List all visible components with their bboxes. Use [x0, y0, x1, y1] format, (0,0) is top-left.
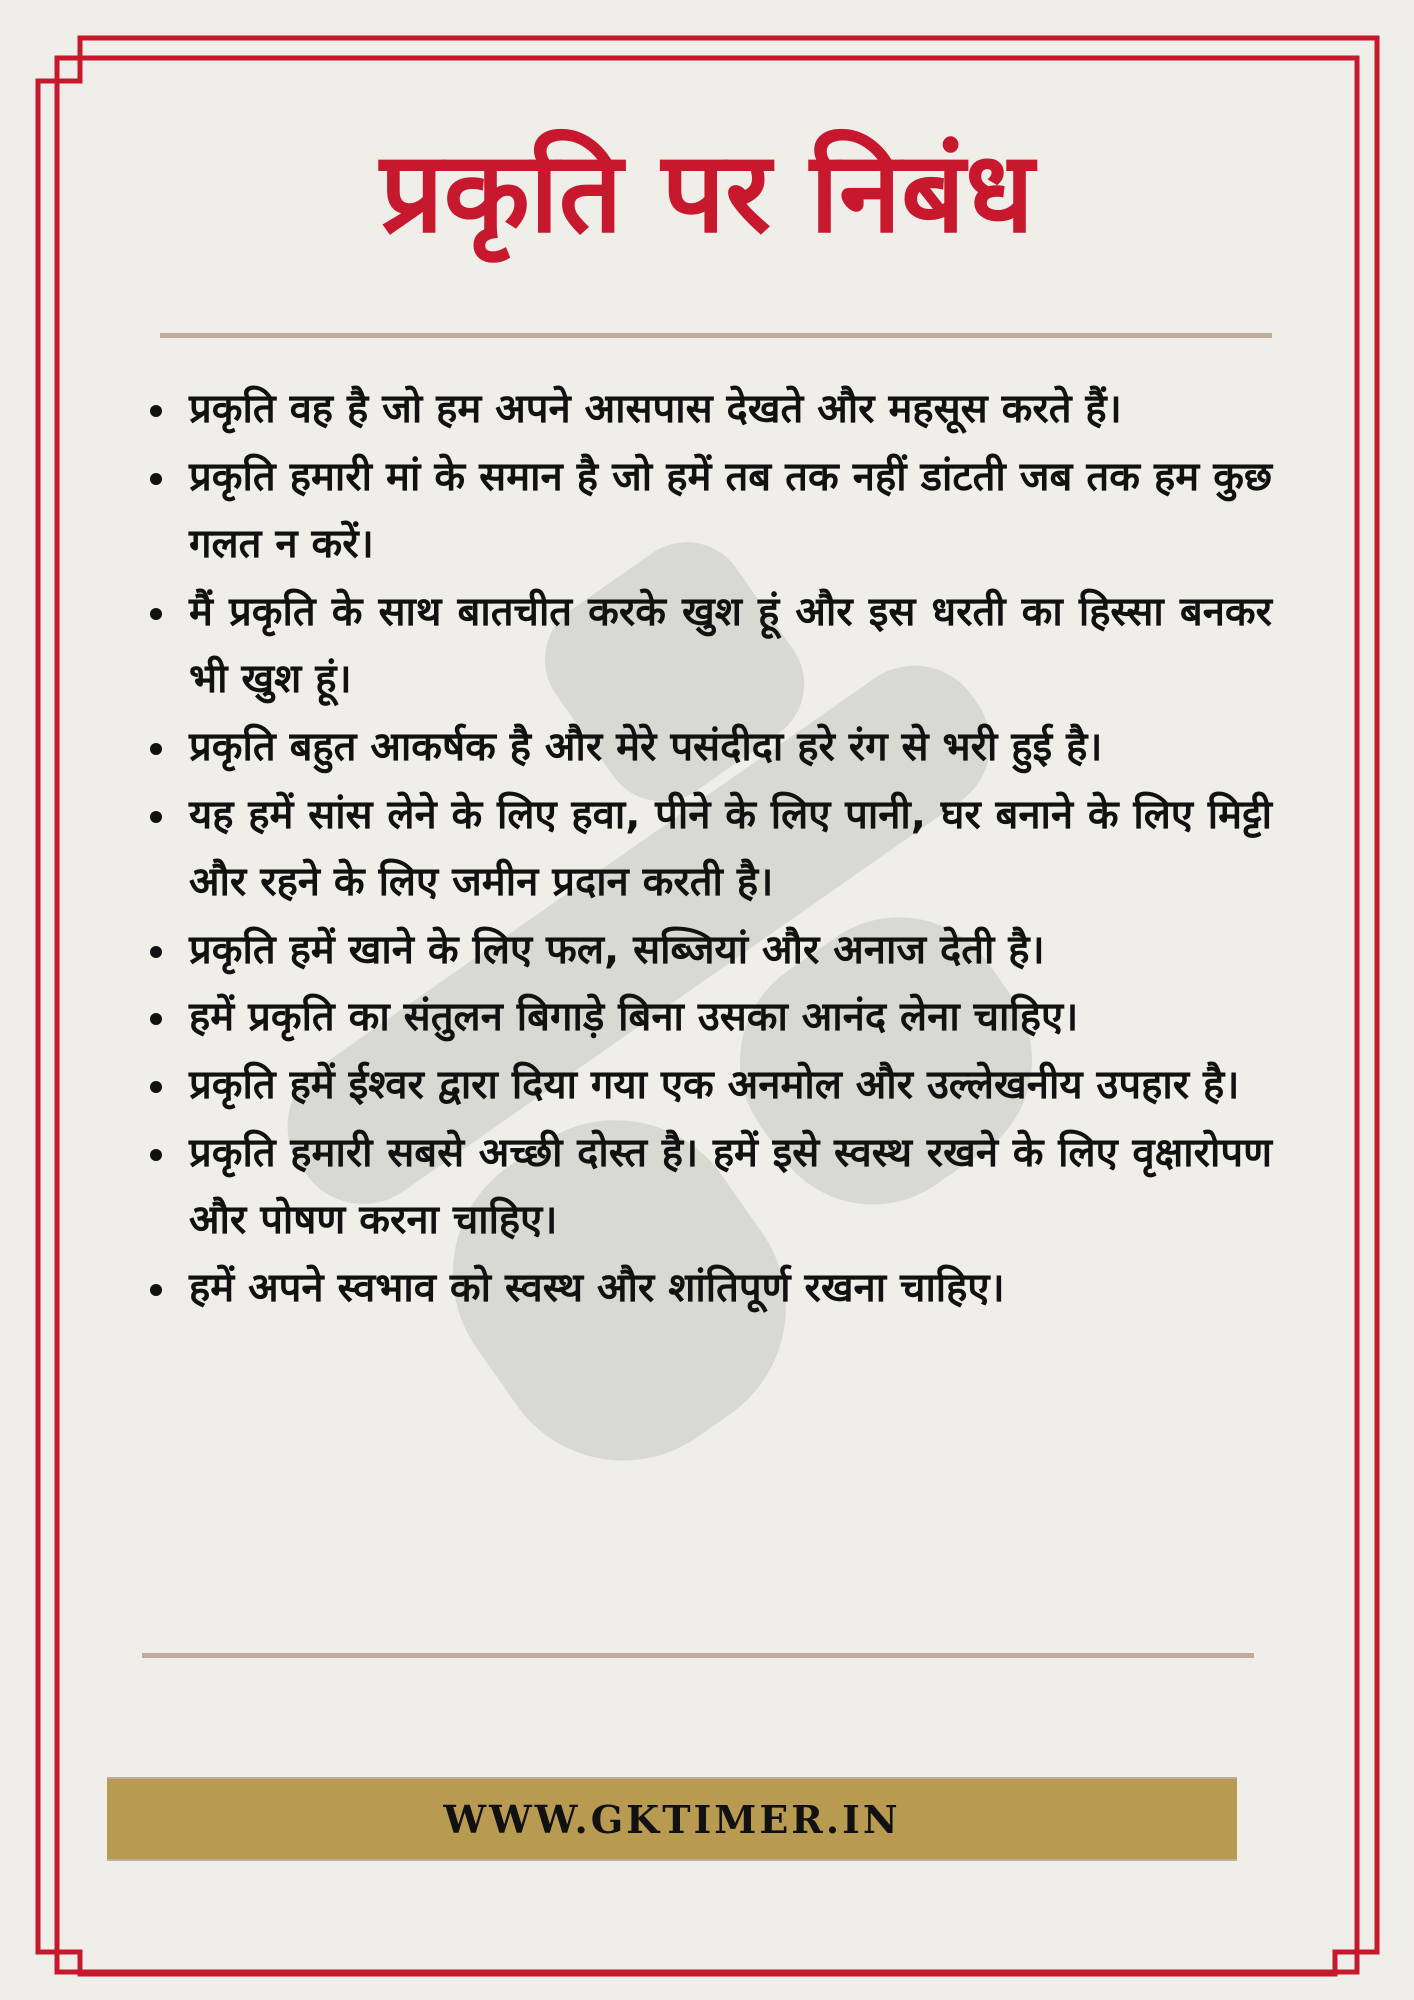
bullet-icon [150, 608, 162, 620]
top-divider [160, 333, 1272, 338]
bullet-icon [150, 743, 162, 755]
bullet-icon [150, 1081, 162, 1093]
list-item: प्रकृति हमें खाने के लिए फल, सब्जियां और अनाज देती है। [150, 917, 1272, 985]
bullet-icon [150, 811, 162, 823]
list-item: प्रकृति बहुत आकर्षक है और मेरे पसंदीदा हरे रंग से भरी हुई है। [150, 714, 1272, 782]
list-item: हमें प्रकृति का संतुलन बिगाड़े बिना उसका आनंद लेना चाहिए। [150, 984, 1272, 1052]
bullet-icon [150, 1284, 162, 1296]
bullet-icon [150, 1149, 162, 1161]
page-title: प्रकृति पर निबंध [379, 128, 1034, 258]
list-item: प्रकृति वह है जो हम अपने आसपास देखते और महसूस करते हैं। [150, 376, 1272, 444]
list-item: हमें अपने स्वभाव को स्वस्थ और शांतिपूर्ण रखना चाहिए। [150, 1255, 1272, 1323]
essay-points-list [150, 376, 1272, 1322]
list-item: प्रकृति हमारी मां के समान है जो हमें तब तक नहीं डांटती जब तक हम कुछ गलत न करें। [150, 444, 1272, 579]
list-item: प्रकृति हमें ईश्वर द्वारा दिया गया एक अनमोल और उल्लेखनीय उपहार है। [150, 1052, 1272, 1120]
bullet-icon [150, 405, 162, 417]
list-item: मैं प्रकृति के साथ बातचीत करके खुश हूं और इस धरती का हिस्सा बनकर भी खुश हूं। [150, 579, 1272, 714]
bullet-icon [150, 473, 162, 485]
list-item: प्रकृति हमारी सबसे अच्छी दोस्त है। हमें इसे स्वस्थ रखने के लिए वृक्षारोपण और पोषण करना चाहिए। [150, 1120, 1272, 1255]
bottom-divider [142, 1653, 1254, 1658]
footer-banner [107, 1777, 1237, 1861]
bullet-icon [150, 1013, 162, 1025]
website-link[interactable]: WWW.GKTIMER.IN [443, 1796, 901, 1842]
list-item: यह हमें सांस लेने के लिए हवा, पीने के लिए पानी, घर बनाने के लिए मिट्टी और रहने के लिए जमीन प्रदान करती है। [150, 782, 1272, 917]
bullet-icon [150, 946, 162, 958]
